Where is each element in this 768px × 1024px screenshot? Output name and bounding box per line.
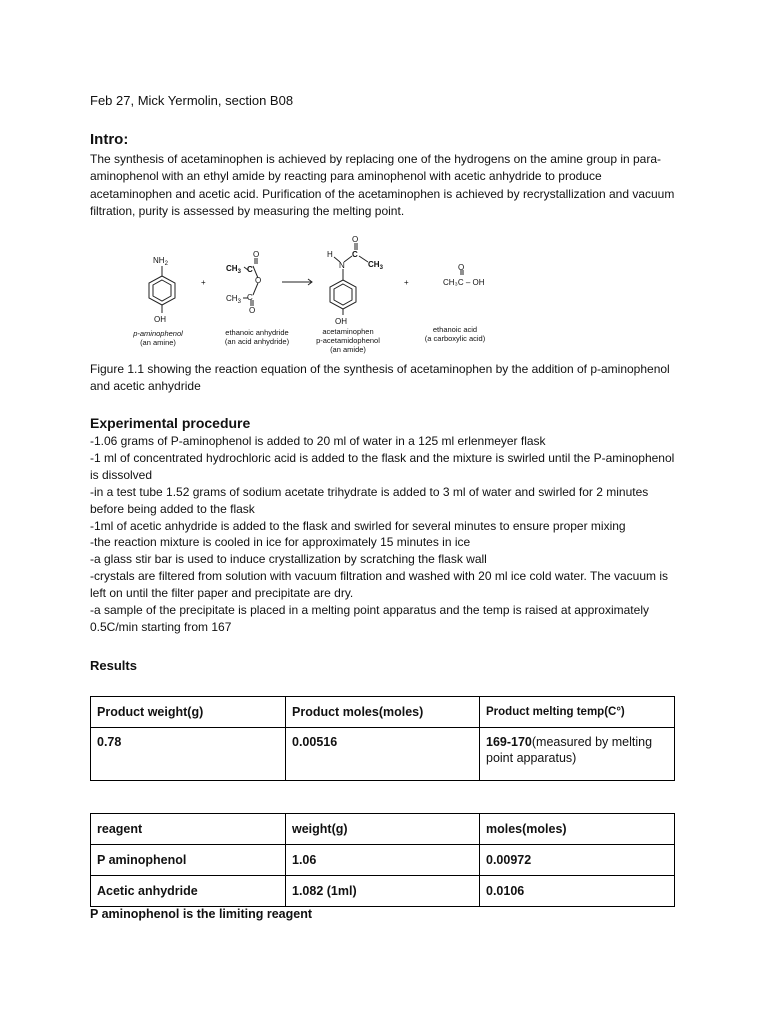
reagent-name-cell: Acetic anhydride — [91, 876, 286, 907]
reagent-weight-cell: 1.06 — [286, 845, 480, 876]
ch3-label-1: $CH_3$ — [226, 264, 241, 275]
plus-sign-1: + — [201, 278, 206, 287]
product-moles-cell: 0.00516 — [286, 728, 480, 781]
procedure-heading: Experimental procedure — [90, 415, 251, 431]
product-1-class: (an amide) — [330, 345, 366, 354]
procedure-steps — [90, 433, 680, 636]
h-label: H — [327, 250, 333, 259]
procedure-step: -the reaction mixture is cooled in ice for approximately 15 minutes in ice — [90, 535, 471, 550]
plus-sign-2: + — [404, 278, 409, 287]
intro-heading: Intro: — [90, 131, 129, 148]
procedure-step: -1ml of acetic anhydride is added to the flask and swirled for several minutes to ensure proper mixing — [90, 518, 626, 533]
ch3-label-2: $CH_3$ — [226, 294, 241, 305]
benzene-ring-2-inner — [334, 284, 352, 305]
o-label-3: O — [249, 306, 256, 315]
table-header-cell: weight(g) — [286, 814, 480, 845]
reaction-figure — [112, 232, 592, 358]
product-2-class: (a carboxylic acid) — [424, 334, 486, 343]
document-meta: Feb 27, Mick Yermolin, section B08 — [90, 93, 294, 108]
table-row — [91, 845, 675, 876]
table-header-cell: reagent — [91, 814, 286, 845]
intro-paragraph: The synthesis of acetaminophen is achieved by replacing one of the hydrogens on the amine group in para-aminophenol with an ethyl amide by reacting para aminophenol with acetic anhydride to produce acetaminophen and acetic acid. Purification of the acetaminophen is achieved by recrystallization and vacuum filtration, purity is assessed by measuring the melting point. — [90, 152, 675, 218]
product-table — [90, 696, 675, 781]
table-row — [91, 876, 675, 907]
product-temp-cell — [480, 728, 675, 781]
reagent-name-cell: P aminophenol — [91, 845, 286, 876]
procedure-step: -in a test tube 1.52 grams of sodium acetate trihydrate is added to 3 ml of water and swirled for 2 minutes before being added to the flask — [90, 484, 649, 516]
procedure-step: -a glass stir bar is used to induce crystallization by scratching the flask wall — [90, 552, 487, 567]
oh-label-2: OH — [335, 317, 347, 326]
melting-range: 169-170 — [486, 735, 532, 749]
ch3-label-3: $CH_3$ — [368, 260, 383, 271]
table-row — [91, 728, 675, 781]
results-heading: Results — [90, 658, 137, 673]
table-header-cell: moles(moles) — [480, 814, 675, 845]
product-1-name: acetaminophen — [322, 327, 374, 336]
reactant-2-name: ethanoic anhydride — [225, 328, 289, 337]
procedure-step: -crystals are filtered from solution with vacuum filtration and washed with 20 ml ice cold water. The vacuum is left on until the filter paper and precipitate are dry. — [90, 569, 669, 601]
reaction-equation-diagram — [112, 232, 592, 358]
c-label-1: C — [247, 265, 253, 274]
n-label: N — [339, 261, 345, 270]
acetic-acid-formula: CH₃C – OH — [443, 278, 485, 287]
c-label-2: C — [247, 293, 253, 302]
c-label-3: C — [352, 250, 358, 259]
table-header-cell: Product weight(g) — [91, 697, 286, 728]
procedure-step: -1 ml of concentrated hydrochloric acid is added to the flask and the mixture is swirled until the P-aminophenol is dissolved — [90, 450, 675, 482]
oh-label-1: OH — [154, 315, 166, 324]
table-header-row — [91, 697, 675, 728]
o-label-5: O — [458, 263, 465, 272]
product-2-name: ethanoic acid — [432, 325, 478, 334]
o-label-2: O — [255, 276, 262, 285]
benzene-ring-1-inner — [153, 280, 171, 301]
procedure-step: -a sample of the precipitate is placed in a melting point apparatus and the temp is raised at approximately 0.5C/min starting from 167 — [90, 603, 649, 634]
reagent-weight-cell: 1.082 (1ml) — [286, 876, 480, 907]
melting-note: (measured by melting point apparatus) — [486, 735, 653, 765]
limiting-reagent-statement: P aminophenol is the limiting reagent — [90, 907, 313, 921]
reactant-2-class: (an acid anhydride) — [224, 337, 290, 346]
table-header-row — [91, 814, 675, 845]
table-header-cell: Product melting temp(C°) — [480, 697, 675, 728]
product-1-alt-name: p-acetamidophenol — [316, 336, 380, 345]
nh2-label: $NH_2$ — [153, 256, 168, 267]
o-label-4: O — [352, 235, 359, 244]
reactant-1-name: p-aminophenol — [133, 329, 183, 338]
reactant-1-class: (an amine) — [140, 338, 176, 347]
o-label-1: O — [253, 250, 260, 259]
table-header-cell: Product moles(moles) — [286, 697, 480, 728]
reagent-table — [90, 813, 675, 907]
reagent-moles-cell: 0.0106 — [480, 876, 675, 907]
figure-caption: Figure 1.1 showing the reaction equation of the synthesis of acetaminophen by the addition of p-aminophenol and acetic anhydride — [90, 362, 670, 393]
product-weight-cell: 0.78 — [91, 728, 286, 781]
reagent-moles-cell: 0.00972 — [480, 845, 675, 876]
procedure-step: -1.06 grams of P-aminophenol is added to 20 ml of water in a 125 ml erlenmeyer flask — [90, 434, 546, 448]
